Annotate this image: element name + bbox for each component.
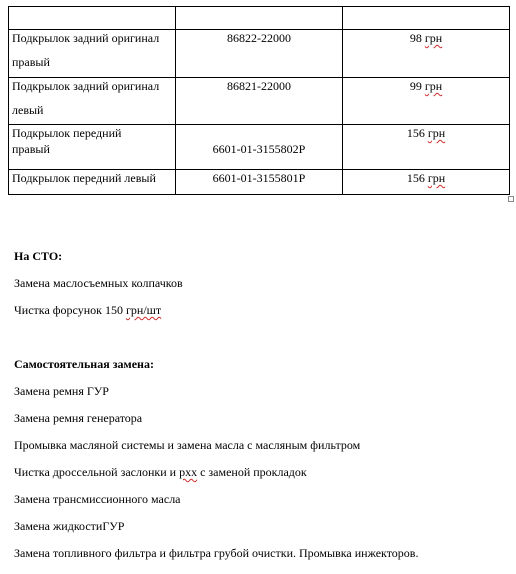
part-name-cell — [9, 30, 176, 78]
table-row — [9, 125, 510, 170]
self-service-item: Промывка масляной системы и замена масла с масляным фильтром — [14, 438, 361, 452]
self-service-item: Замена трансмиссионного масла — [14, 492, 181, 506]
self-service-item: Замена жидкостиГУР — [14, 519, 125, 533]
sto-item-unit: грн/шт — [125, 303, 162, 317]
self-service-heading: Самостоятельная замена: — [14, 357, 154, 371]
table-row — [9, 170, 510, 195]
price-value: 156 — [406, 126, 425, 140]
part-name: Подкрылок задний оригинал — [12, 31, 160, 45]
part-code: 6601-01-3155802P — [212, 142, 306, 156]
self-service-item: Замена топливного фильтра и фильтра грубой очистки. Промывка инжекторов. — [14, 546, 419, 560]
part-name: Подкрылок передний — [12, 126, 122, 140]
part-name-continuation: правый — [12, 55, 50, 69]
price-value: 98 — [409, 31, 422, 45]
header-cell — [9, 7, 176, 30]
table-resize-handle[interactable] — [508, 196, 514, 202]
part-name: Подкрылок передний левый — [12, 171, 156, 185]
part-name-cell — [9, 78, 176, 125]
self-service-item-text: Чистка дроссельной заслонки и — [14, 465, 180, 479]
part-name-cell — [9, 170, 176, 195]
self-service-item: Замена ремня генератора — [14, 411, 143, 425]
part-name-continuation: левый — [12, 103, 44, 117]
price-value: 156 — [406, 171, 425, 185]
part-code: 86822-22000 — [227, 31, 291, 45]
part-price-cell — [343, 78, 510, 125]
table-row — [9, 30, 510, 78]
sto-item: Замена маслосъемных колпачков — [14, 276, 183, 290]
part-code: 6601-01-3155801P — [212, 171, 306, 185]
header-cell — [176, 7, 343, 30]
part-code-cell — [176, 30, 343, 78]
price-unit: грн — [427, 126, 446, 140]
price-unit: грн — [424, 79, 443, 93]
parts-table — [8, 6, 510, 195]
table-row — [9, 78, 510, 125]
sto-item-text: Чистка форсунок 150 — [14, 303, 126, 317]
part-price-cell — [343, 30, 510, 78]
part-price-cell — [343, 125, 510, 170]
price-unit: грн — [427, 171, 446, 185]
self-service-item — [14, 464, 307, 480]
sto-heading: На СТО: — [14, 249, 63, 263]
part-code: 86821-22000 — [227, 79, 291, 93]
part-price-cell — [343, 170, 510, 195]
self-service-item: Замена ремня ГУР — [14, 384, 109, 398]
part-name-cell — [9, 125, 176, 170]
price-unit: грн — [424, 31, 443, 45]
part-name: Подкрылок задний оригинал — [12, 79, 160, 93]
header-cell — [343, 7, 510, 30]
part-code-cell — [176, 125, 343, 170]
self-service-item-abbrev: рхх — [179, 465, 198, 479]
part-code-cell — [176, 170, 343, 195]
table-header-row — [9, 7, 510, 30]
sto-item — [14, 302, 161, 318]
self-service-item-text: с заменой прокладок — [197, 465, 307, 479]
part-name-continuation: правый — [12, 142, 50, 156]
part-code-cell — [176, 78, 343, 125]
price-value: 99 — [409, 79, 422, 93]
